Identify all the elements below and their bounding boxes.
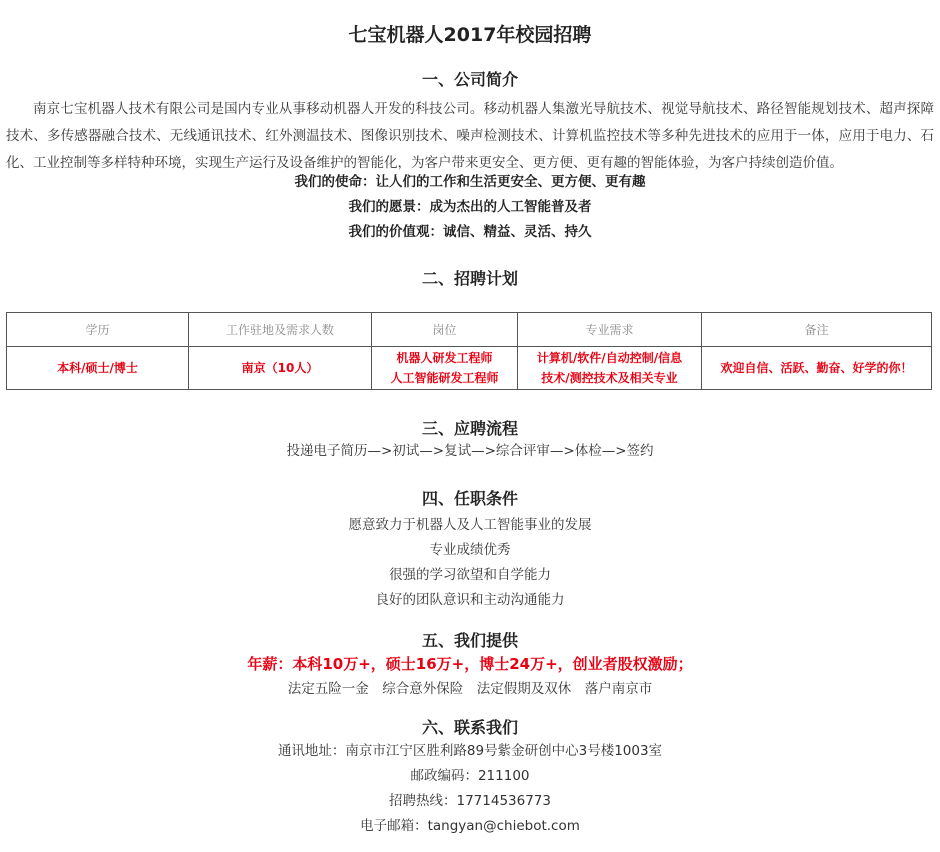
section-heading-process: 三、应聘流程 [421,419,518,438]
cell-position [372,347,518,390]
application-process-steps: 投递电子简历—>初试—>复试—>综合评审—>体检—>签约 [286,443,654,459]
column-header-education: 学历 [7,313,189,347]
column-header-major: 专业需求 [518,313,702,347]
position-robot-engineer: 机器人研发工程师 [396,351,493,365]
contact-postcode: 邮政编码：211100 [410,768,530,784]
requirement-item: 愿意致力于机器人及人工智能事业的发展 [348,517,592,533]
requirement-item: 很强的学习欲望和自学能力 [389,567,551,583]
section-heading-offer: 五、我们提供 [421,631,518,650]
major-line-1: 计算机/软件/自动控制/信息 [536,351,683,365]
contact-email: 电子邮箱：tangyan@chiebot.com [360,818,580,834]
cell-education: 本科/硕士/博士 [7,347,189,390]
cell-major [518,347,702,390]
cell-location: 南京（10人） [189,347,372,390]
values-statement: 我们的价值观：诚信、精益、灵活、持久 [348,224,592,240]
major-line-2: 技术/测控技术及相关专业 [541,371,678,385]
contact-hotline: 招聘热线：17714536773 [389,793,551,809]
salary-highlight: 年薪：本科10万+，硕士16万+，博士24万+，创业者股权激励； [247,655,693,673]
vision-statement: 我们的愿景：成为杰出的人工智能普及者 [348,199,592,215]
page-title: 七宝机器人2017年校园招聘 [348,24,592,46]
table-row [7,347,932,390]
position-ai-engineer: 人工智能研发工程师 [390,371,499,385]
requirement-item: 专业成绩优秀 [429,542,511,558]
section-heading-intro: 一、公司简介 [421,70,518,89]
column-header-note: 备注 [702,313,932,347]
requirement-item: 良好的团队意识和主动沟通能力 [375,592,565,608]
company-intro-paragraph: 南京七宝机器人技术有限公司是国内专业从事移动机器人开发的科技公司。移动机器人集激光导航技术、视觉导航技术、路径智能规划技术、超声探障技术、多传感器融合技术、无线通讯技术、红外测温技术、图像识别技术、噪声检测技术、计算机监控技术等多种先进技术的应用于一体，应用于电力、石化、工业控制等多样特种环境，实现生产运行及设备维护的智能化，为客户带来更安全、更方便、更有趣的智能体验，为客户持续创造价值。 [6,101,934,171]
mission-statement: 我们的使命：让人们的工作和生活更安全、更方便、更有趣 [294,174,646,190]
column-header-location: 工作驻地及需求人数 [189,313,372,347]
contact-address: 通讯地址：南京市江宁区胜利路89号紫金研创中心3号楼1003室 [277,743,663,759]
benefits-list: 法定五险一金 综合意外保险 法定假期及双休 落户南京市 [287,681,653,697]
section-heading-contact: 六、联系我们 [421,718,518,737]
cell-note: 欢迎自信、活跃、勤奋、好学的你！ [702,347,932,390]
column-header-position: 岗位 [372,313,518,347]
section-heading-requirements: 四、任职条件 [421,489,518,508]
recruitment-plan-table [6,312,932,390]
section-heading-plan: 二、招聘计划 [421,269,518,288]
table-header-row [7,313,932,347]
